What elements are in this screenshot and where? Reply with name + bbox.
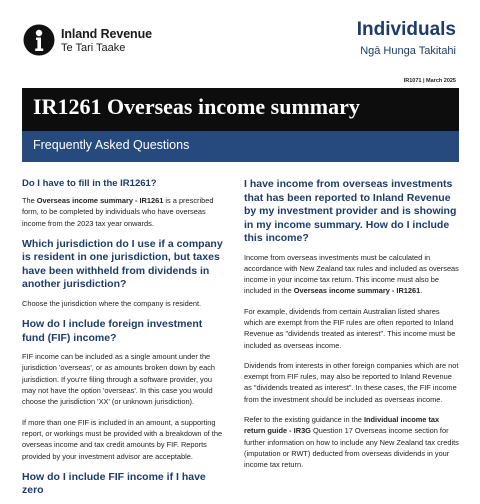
- inland-revenue-logo-icon: [23, 24, 55, 56]
- document-reference: IR1071 | March 2025: [403, 78, 456, 84]
- answer-text: Income from overseas investments must be calculated in accordance with New Zealand tax rules and included as overseas income in your income tax return. This income must also be included in the: [244, 252, 459, 296]
- answer-text: .: [420, 286, 423, 296]
- faq-question: I have income from overseas investments that has been reported to Inland Revenue by my investment provider and is showing in my income summary. How do I include this income?: [244, 178, 457, 244]
- faq-answer: Choose the jurisdiction where the company is resident.: [22, 298, 202, 308]
- org-maori-name: Te Tari Taake: [61, 42, 126, 54]
- faq-answer: Dividends from interests in other foreign companies which are not exempt from FIF rules, may also be reported to Inland Revenue as "dividends treated as interest". In these cases, the FIF income from the investment should be included as overseas income.: [244, 360, 459, 404]
- section-maori-title: Ngā Hunga Takitahi: [360, 45, 456, 57]
- answer-text: The: [22, 196, 37, 205]
- answer-text: Question 17 Overseas income section for further information on how to include any New Zealand tax credits (imputation or RWT) deducted from overseas dividends in your income tax return.: [244, 426, 459, 470]
- faq-question: How do I include foreign investment fund (FIF) income?: [22, 318, 203, 344]
- page-title: IR1261 Overseas income summary: [33, 94, 360, 119]
- faq-answer: [244, 252, 459, 297]
- answer-text: Refer to the existing guidance in the: [244, 415, 364, 425]
- faq-question: How do I include FIF income if I have zero: [22, 470, 206, 497]
- section-title: Individuals: [356, 19, 456, 40]
- faq-answer: If more than one FIF is included in an amount, a supporting report, or workings must be provided with a breakdown of the overseas income and tax credit amounts by FIF. Reports provided by your investment advisor are acceptable.: [22, 417, 223, 461]
- answer-form-name: Overseas income summary - IR1261: [293, 286, 421, 296]
- page-subtitle: Frequently Asked Questions: [33, 138, 190, 152]
- faq-answer: [244, 414, 459, 470]
- banner-subtitle-bar: [22, 131, 459, 162]
- answer-guide-name: Individual income tax return guide - IR3G: [244, 415, 440, 436]
- org-name: Inland Revenue: [61, 27, 152, 41]
- answer-text: is a prescribed form, to be completed by individuals who have overseas income from the 2023 tax year onwards.: [22, 196, 214, 228]
- answer-form-name: Overseas income summary - IR1261: [36, 196, 164, 205]
- banner-title-bar: [22, 88, 459, 131]
- right-column: [244, 178, 459, 480]
- page-header: [0, 0, 480, 90]
- faq-question: Which jurisdiction do I use if a company is resident in one jurisdiction, but taxes have been withheld from dividends in another jurisdiction?: [22, 237, 223, 291]
- title-banner: [22, 88, 459, 162]
- faq-answer: FIF income can be included as a single amount under the jurisdiction 'overseas', or as amounts broken down by each jurisdiction. If you're filing through a software provider, you may not have the option 'overseas'. In this case you would choose the jurisdiction 'XX' (or unknown jurisdiction).: [22, 352, 216, 407]
- faq-answer: [22, 195, 227, 229]
- faq-answer: For example, dividends from certain Australian listed shares which are exempt from the FIF rules are often reported to Inland Revenue as "dividends treated as interest". This income must be included as overseas income.: [244, 306, 456, 350]
- faq-question: Do I have to fill in the IR1261?: [22, 178, 157, 189]
- left-column: [22, 178, 227, 504]
